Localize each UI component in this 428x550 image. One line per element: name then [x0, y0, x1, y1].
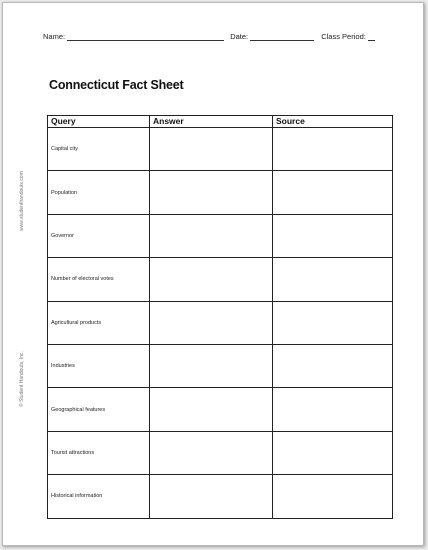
source-cell[interactable]: [273, 214, 393, 257]
table-row: [48, 475, 393, 518]
side-copyright-text: © Student Handouts, Inc.: [19, 351, 25, 407]
answer-cell[interactable]: [150, 258, 273, 301]
table-row: [48, 388, 393, 431]
name-blank[interactable]: [67, 32, 224, 41]
table-row: [48, 431, 393, 474]
column-header-query: Query: [48, 116, 150, 128]
column-header-source: Source: [273, 116, 393, 128]
source-cell[interactable]: [273, 388, 393, 431]
source-cell[interactable]: [273, 431, 393, 474]
answer-cell[interactable]: [150, 475, 273, 518]
table-header-row: [48, 116, 393, 128]
source-cell[interactable]: [273, 344, 393, 387]
answer-cell[interactable]: [150, 171, 273, 214]
answer-cell[interactable]: [150, 301, 273, 344]
fact-table: [47, 115, 393, 519]
query-cell: Agricultural products: [48, 301, 150, 344]
query-cell: Governor: [48, 214, 150, 257]
query-cell: Tourist attractions: [48, 431, 150, 474]
page-title: Connecticut Fact Sheet: [49, 78, 184, 92]
worksheet-page: [2, 2, 424, 546]
source-cell[interactable]: [273, 258, 393, 301]
source-cell[interactable]: [273, 475, 393, 518]
side-url-text: www.studenthandouts.com: [19, 171, 25, 231]
query-cell: Geographical features: [48, 388, 150, 431]
table-row: [48, 301, 393, 344]
table-row: [48, 214, 393, 257]
answer-cell[interactable]: [150, 214, 273, 257]
table-row: [48, 171, 393, 214]
query-cell: Industries: [48, 344, 150, 387]
table-row: [48, 344, 393, 387]
class-period-label: Class Period:: [321, 32, 366, 41]
source-cell[interactable]: [273, 128, 393, 171]
name-label: Name:: [43, 32, 66, 41]
query-cell: Capital city: [48, 128, 150, 171]
answer-cell[interactable]: [150, 128, 273, 171]
table-row: [48, 128, 393, 171]
column-header-answer: Answer: [150, 116, 273, 128]
answer-cell[interactable]: [150, 388, 273, 431]
date-blank[interactable]: [250, 32, 314, 41]
answer-cell[interactable]: [150, 344, 273, 387]
source-cell[interactable]: [273, 301, 393, 344]
date-label: Date:: [230, 32, 249, 41]
source-cell[interactable]: [273, 171, 393, 214]
query-cell: Historical information: [48, 475, 150, 518]
answer-cell[interactable]: [150, 431, 273, 474]
header-fields: [43, 32, 375, 41]
table-row: [48, 258, 393, 301]
class-period-blank[interactable]: [368, 32, 375, 41]
query-cell: Number of electoral votes: [48, 258, 150, 301]
query-cell: Population: [48, 171, 150, 214]
